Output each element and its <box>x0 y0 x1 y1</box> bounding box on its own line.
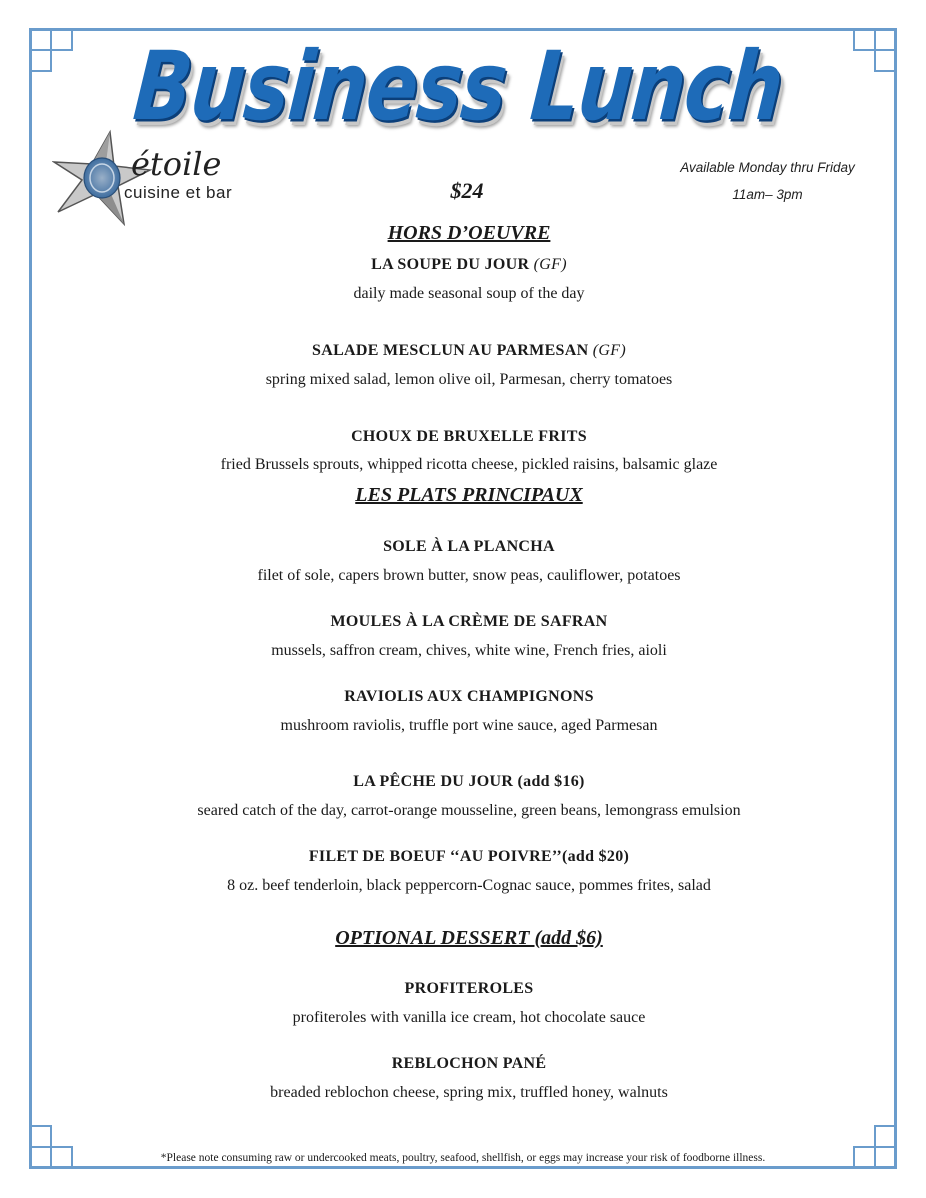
menu-item-desc: 8 oz. beef tenderloin, black peppercorn-Cognac sauce, pommes frites, salad <box>227 877 711 894</box>
restaurant-logo <box>52 128 262 228</box>
section-heading-dessert: OPTIONAL DESSERT (add $6) <box>335 927 603 949</box>
menu-item-desc: spring mixed salad, lemon olive oil, Parmesan, cherry tomatoes <box>265 371 673 388</box>
menu-item-name: SOLE À LA PLANCHA <box>383 538 555 555</box>
footnote: *Please note consuming raw or undercooked meats, poultry, seafood, shellfish, or eggs may increase your risk of foodborne illness. <box>160 1152 766 1164</box>
menu-item-name: LA SOUPE DU JOUR (GF) <box>371 256 567 273</box>
section-heading-plats: LES PLATS PRINCIPAUX <box>355 484 583 506</box>
availability-info <box>660 160 875 214</box>
menu-item-desc: daily made seasonal soup of the day <box>353 285 585 302</box>
menu-item-name: REBLOCHON PANÉ <box>391 1055 547 1072</box>
menu-item-desc: breaded reblochon cheese, spring mix, truffled honey, walnuts <box>270 1084 668 1101</box>
menu-item-name: FILET DE BOEUF ‘‘AU POIVRE’’(add $20) <box>308 848 630 865</box>
menu-item-name: MOULES À LA CRÈME DE SAFRAN <box>330 613 608 630</box>
menu-item-name: PROFITEROLES <box>404 980 534 997</box>
menu-item-desc: profiteroles with vanilla ice cream, hot chocolate sauce <box>292 1009 646 1026</box>
gluten-free-tag: (GF) <box>592 342 626 359</box>
menu-item-desc: mussels, saffron cream, chives, white wine, French fries, aioli <box>271 642 667 659</box>
logo-subtitle: cuisine et bar <box>124 183 233 202</box>
availability-days: Available Monday thru Friday <box>680 160 855 175</box>
menu-item-desc: mushroom raviolis, truffle port wine sauce, aged Parmesan <box>280 717 658 734</box>
menu-item-desc: fried Brussels sprouts, whipped ricotta cheese, pickled raisins, balsamic glaze <box>220 456 718 473</box>
logo-name: étoile <box>131 145 222 183</box>
section-heading-hors: HORS D’OEUVRE <box>387 222 551 244</box>
menu-price: $24 <box>450 178 484 203</box>
menu-item-name: RAVIOLIS AUX CHAMPIGNONS <box>344 688 594 705</box>
menu-item-name: CHOUX DE BRUXELLE FRITS <box>351 428 587 445</box>
gluten-free-tag: (GF) <box>533 256 567 273</box>
availability-hours: 11am– 3pm <box>732 187 803 202</box>
menu-item-name: SALADE MESCLUN AU PARMESAN (GF) <box>312 342 626 359</box>
menu-item-name: LA PÊCHE DU JOUR (add $16) <box>353 773 585 790</box>
menu-item-desc: seared catch of the day, carrot-orange mousseline, green beans, lemongrass emulsion <box>197 802 741 819</box>
page-title: Business Lunch <box>129 30 787 142</box>
menu-item-desc: filet of sole, capers brown butter, snow peas, cauliflower, potatoes <box>257 567 681 584</box>
